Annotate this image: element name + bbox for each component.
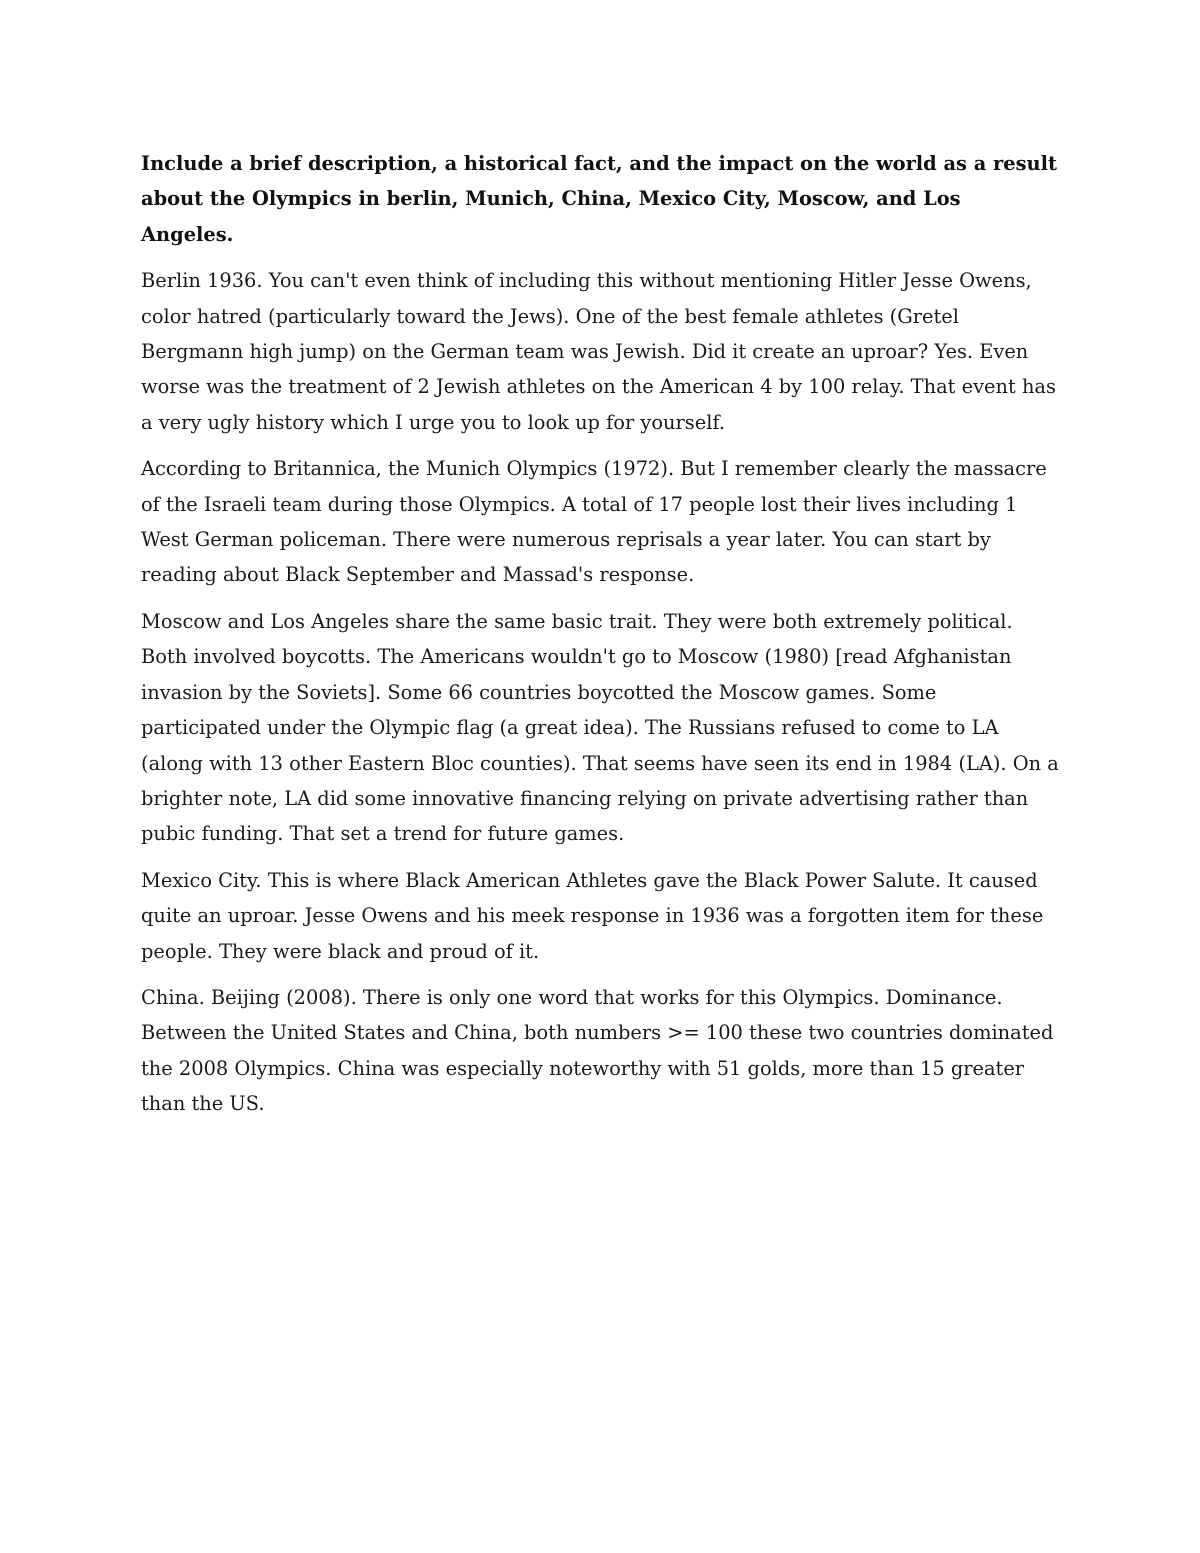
paragraph-mexico-city: Mexico City. This is where Black American Athletes gave the Black Power Salute. It caused quite an uproar. Jesse Owens and his meek response in 1936 was a forgotten item for these people. They were black and proud of it. — [141, 868, 1044, 963]
paragraph-china: China. Beijing (2008). There is only one word that works for this Olympics. Dominance. Between the United States and China, both numbers >= 100 these two countries dominated the 2008 Olympics. China was especially noteworthy with 51 golds, more than 15 greater than the US. — [141, 985, 1054, 1116]
document-body — [141, 146, 1059, 1133]
paragraph-munich: According to Britannica, the Munich Olympics (1972). But I remember clearly the massacre of the Israeli team during those Olympics. A total of 17 people lost their lives including 1 West German policeman. There were numerous reprisals a year later. You can start by reading about Black September and Massad's response. — [141, 457, 1047, 587]
assignment-prompt-heading: Include a brief description, a historical fact, and the impact on the world as a result about the Olympics in berlin, Munich, China, Mexico City, Moscow, and Los Angeles. — [141, 152, 1057, 246]
paragraph-moscow-los-angeles: Moscow and Los Angeles share the same basic trait. They were both extremely political. Both involved boycotts. The Americans wouldn't go to Moscow (1980) [read Afghanistan invasion by the Soviets]. Some 66 countries boycotted the Moscow games. Some participated under the Olympic flag (a great idea). The Russians refused to come to LA (along with 13 other Eastern Bloc counties). That seems have seen its end in 1984 (LA). On a brighter note, LA did some innovative financing relying on private advertising rather than pubic funding. That set a trend for future games. — [141, 609, 1059, 846]
paragraph-berlin: Berlin 1936. You can't even think of including this without mentioning Hitler Jesse Owens, color hatred (particularly toward the Jews). One of the best female athletes (Gretel Bergmann high jump) on the German team was Jewish. Did it create an uproar? Yes. Even worse was the treatment of 2 Jewish athletes on the American 4 by 100 relay. That event has a very ugly history which I urge you to look up for yourself. — [141, 269, 1056, 434]
